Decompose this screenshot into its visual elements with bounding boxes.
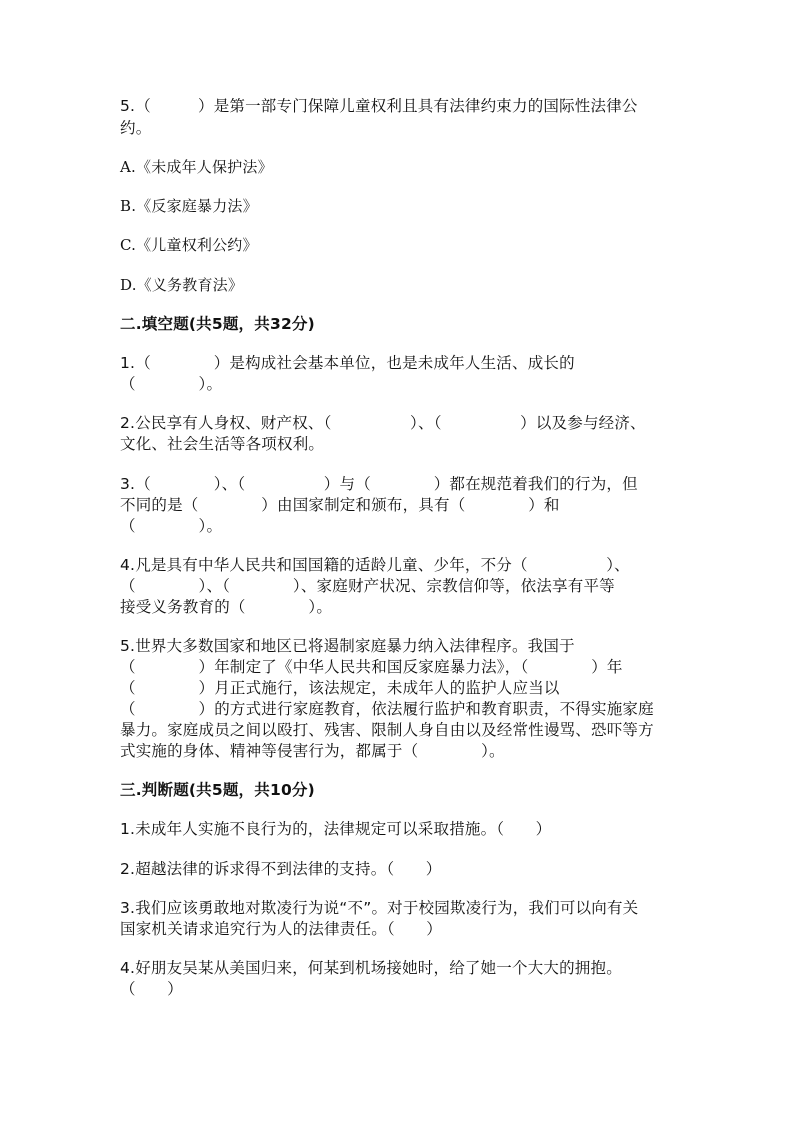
fill-q2-line-1: 2.公民享有人身权、财产权、（ ）、（ ）以及参与经济、 [120, 414, 646, 432]
option-c: C.《儿童权利公约》 [120, 236, 258, 254]
fill-q3-line-1: 3.（ ）、（ ）与（ ）都在规范着我们的行为，但 [120, 475, 638, 493]
judge-q2: 2.超越法律的诉求得不到法律的支持。（ ） [120, 860, 442, 878]
judge-q1: 1.未成年人实施不良行为的，法律规定可以采取措施。（ ） [120, 820, 552, 838]
judge-q3-line-2: 国家机关请求追究行为人的法律责任。（ ） [120, 920, 442, 938]
fill-q4-line-2: （ ）、（ ）、家庭财产状况、宗教信仰等，依法享有平等 [120, 577, 615, 595]
fill-q3-line-2: 不同的是（ ）由国家制定和颁布，具有（ ）和 [120, 496, 560, 514]
fill-q4-line-3: 接受义务教育的（ ）。 [120, 598, 333, 616]
section-heading-fill-in: 二.填空题(共5题，共32分) [120, 315, 315, 333]
fill-q1-line-2: （ ）。 [120, 375, 223, 393]
judge-q4-line-2: （ ） [120, 980, 183, 998]
fill-q5-line-6: 式实施的身体、精神等侵害行为，都属于（ ）。 [120, 742, 505, 760]
fill-q4-line-1: 4.凡是具有中华人民共和国国籍的适龄儿童、少年，不分（ ）、 [120, 556, 630, 574]
option-a: A.《未成年人保护法》 [120, 158, 273, 176]
fill-q5-line-1: 5.世界大多数国家和地区已将遏制家庭暴力纳入法律程序。我国于 [120, 637, 575, 655]
section-heading-judgment: 三.判断题(共5题，共10分) [120, 781, 315, 799]
fill-q3-line-3: （ ）。 [120, 517, 223, 535]
question-5-line-2: 约。 [120, 119, 152, 137]
option-d: D.《义务教育法》 [120, 276, 244, 294]
fill-q2-line-2: 文化、社会生活等各项权利。 [120, 435, 325, 453]
option-b: B.《反家庭暴力法》 [120, 197, 258, 215]
judge-q4-line-1: 4.好朋友吴某从美国归来，何某到机场接她时，给了她一个大大的拥抱。 [120, 959, 622, 977]
fill-q5-line-2: （ ）年制定了《中华人民共和国反家庭暴力法》，（ ）年 [120, 658, 623, 676]
fill-q5-line-3: （ ）月正式施行，该法规定，未成年人的监护人应当以 [120, 679, 560, 697]
fill-q1-line-1: 1.（ ）是构成社会基本单位，也是未成年人生活、成长的 [120, 354, 575, 372]
fill-q5-line-5: 暴力。家庭成员之间以殴打、残害、限制人身自由以及经常性谩骂、恐吓等方 [120, 721, 654, 739]
judge-q3-line-1: 3.我们应该勇敢地对欺凌行为说“不”。对于校园欺凌行为，我们可以向有关 [120, 899, 639, 917]
fill-q5-line-4: （ ）的方式进行家庭教育，依法履行监护和教育职责，不得实施家庭 [120, 700, 654, 718]
question-5-line-1: 5.（ ）是第一部专门保障儿童权利且具有法律约束力的国际性法律公 [120, 97, 638, 115]
